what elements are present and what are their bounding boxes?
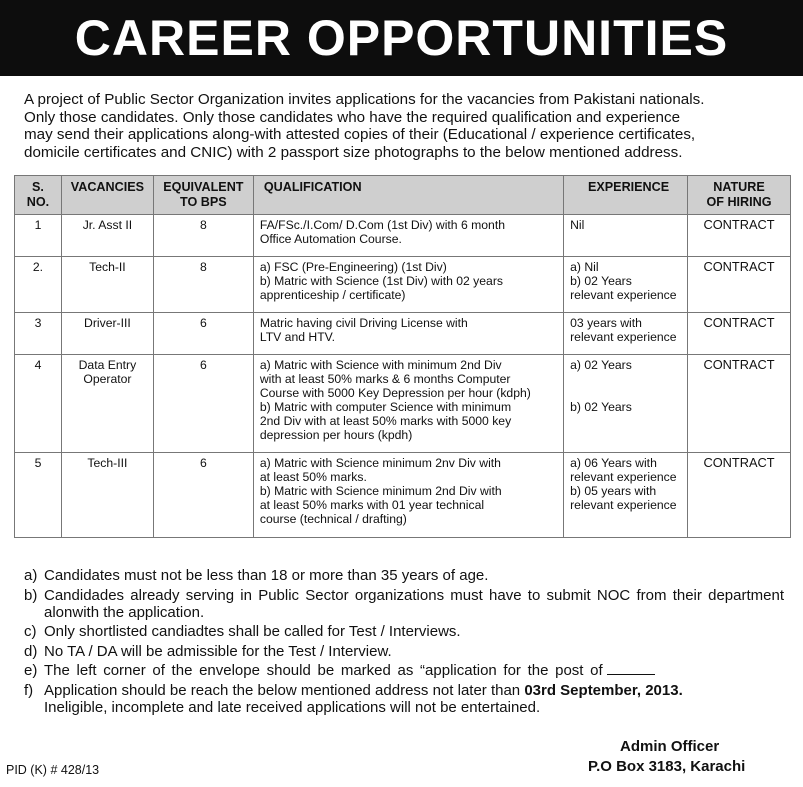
cell-bps: 8 xyxy=(153,215,253,257)
page-title: CAREER OPPORTUNITIES xyxy=(74,10,729,66)
cell-experience: a) 02 Years b) 02 Years xyxy=(564,355,688,453)
cell-experience: Nil xyxy=(564,215,688,257)
condition-marker: c) xyxy=(24,623,37,641)
condition-item xyxy=(24,682,784,716)
condition-item xyxy=(24,623,784,640)
condition-text: Candidades already serving in Public Sector organizations must have to submit NOC from their department alonwith the application. xyxy=(44,586,784,621)
cell-qualification: a) Matric with Science with minimum 2nd Div with at least 50% marks & 6 months Computer Course with 5000 Key Depression per hour (kdph) b) Matric with computer Science with minimum 2nd Div with at least 50% marks with 5000 key depression per hours (kpdh) xyxy=(253,355,563,453)
intro-paragraph xyxy=(24,91,780,161)
condition-text: Candidates must not be less than 18 or more than 35 years of age. xyxy=(44,567,489,584)
condition-text: Only shortlisted candiadtes shall be called for Test / Interviews. xyxy=(44,623,461,641)
intro-line: domicile certificates and CNIC) with 2 passport size photographs to the below mentioned address. xyxy=(24,143,683,161)
table-row xyxy=(15,215,791,257)
cell-vacancy: Tech-II xyxy=(61,257,153,313)
cell-vacancy: Jr. Asst II xyxy=(61,215,153,257)
cell-vacancy: Tech-III xyxy=(61,453,153,538)
condition-marker: b) xyxy=(24,586,38,604)
title-banner xyxy=(0,0,803,76)
cell-sno: 2. xyxy=(15,257,62,313)
cell-sno: 5 xyxy=(15,453,62,538)
condition-marker: e) xyxy=(24,662,38,680)
condition-marker: f) xyxy=(24,681,34,699)
condition-item xyxy=(24,662,784,679)
header-hiring: NATURE OF HIRING xyxy=(688,176,791,215)
cell-sno: 4 xyxy=(15,355,62,453)
header-qualification: QUALIFICATION xyxy=(253,176,563,215)
table-row xyxy=(15,355,791,453)
pid-number: PID (K) # 428/13 xyxy=(6,763,100,777)
header-sno: S. NO. xyxy=(15,176,62,215)
cell-experience: a) Nil b) 02 Years relevant experience xyxy=(564,257,688,313)
cell-bps: 6 xyxy=(153,313,253,355)
cell-qualification: Matric having civil Driving License with LTV and HTV. xyxy=(253,313,563,355)
cell-vacancy: Driver-III xyxy=(61,313,153,355)
cell-hiring: CONTRACT xyxy=(688,453,791,538)
vacancies-table xyxy=(14,175,791,538)
condition-marker: d) xyxy=(24,642,38,660)
cell-hiring: CONTRACT xyxy=(688,355,791,453)
condition-text: The left corner of the envelope should be marked as “application for the post of xyxy=(44,662,784,679)
condition-item xyxy=(24,643,784,660)
condition-item xyxy=(24,567,784,584)
table-row xyxy=(15,257,791,313)
blank-line xyxy=(607,662,655,675)
cell-hiring: CONTRACT xyxy=(688,215,791,257)
cell-experience: 03 years with relevant experience xyxy=(564,313,688,355)
cell-hiring: CONTRACT xyxy=(688,257,791,313)
intro-line: Only those candidates. Only those candidates who have the required qualification and experience xyxy=(24,108,681,126)
cell-qualification: FA/FSc./I.Com/ D.Com (1st Div) with 6 month Office Automation Course. xyxy=(253,215,563,257)
cell-bps: 6 xyxy=(153,453,253,538)
deadline-date: 03rd September, 2013. xyxy=(524,681,683,699)
cell-vacancy: Data Entry Operator xyxy=(61,355,153,453)
intro-line: may send their applications along-with attested copies of their (Educational / experience certificates, xyxy=(24,126,696,144)
table-row xyxy=(15,313,791,355)
cell-bps: 8 xyxy=(153,257,253,313)
condition-text: No TA / DA will be admissible for the Test / Interview. xyxy=(44,642,392,660)
signature-address: P.O Box 3183, Karachi xyxy=(588,758,746,775)
header-experience: EXPERIENCE xyxy=(564,176,688,215)
cell-qualification: a) Matric with Science minimum 2nv Div with at least 50% marks. b) Matric with Science minimum 2nd Div with at least 50% marks with 01 year technical course (technical / drafting) xyxy=(253,453,563,538)
cell-sno: 3 xyxy=(15,313,62,355)
table-row xyxy=(15,453,791,538)
signature-name: Admin Officer xyxy=(620,738,720,755)
header-vacancies: VACANCIES xyxy=(61,176,153,215)
conditions-list xyxy=(24,567,784,719)
cell-bps: 6 xyxy=(153,355,253,453)
cell-sno: 1 xyxy=(15,215,62,257)
condition-item xyxy=(24,587,784,621)
condition-marker: a) xyxy=(24,567,38,584)
cell-hiring: CONTRACT xyxy=(688,313,791,355)
header-bps: EQUIVALENT TO BPS xyxy=(153,176,253,215)
cell-experience: a) 06 Years with relevant experience b) 05 years with relevant experience xyxy=(564,453,688,538)
condition-text: Application should be reach the below mentioned address not later than 03rd September, 2013. Ineligible, incomplete and late received applications will not be entertained. xyxy=(44,681,683,716)
table-header-row xyxy=(15,176,791,215)
cell-qualification: a) FSC (Pre-Engineering) (1st Div) b) Matric with Science (1st Div) with 02 years apprenticeship / certificate) xyxy=(253,257,563,313)
intro-line: A project of Public Sector Organization invites applications for the vacancies from Pakistani nationals. xyxy=(24,91,705,108)
